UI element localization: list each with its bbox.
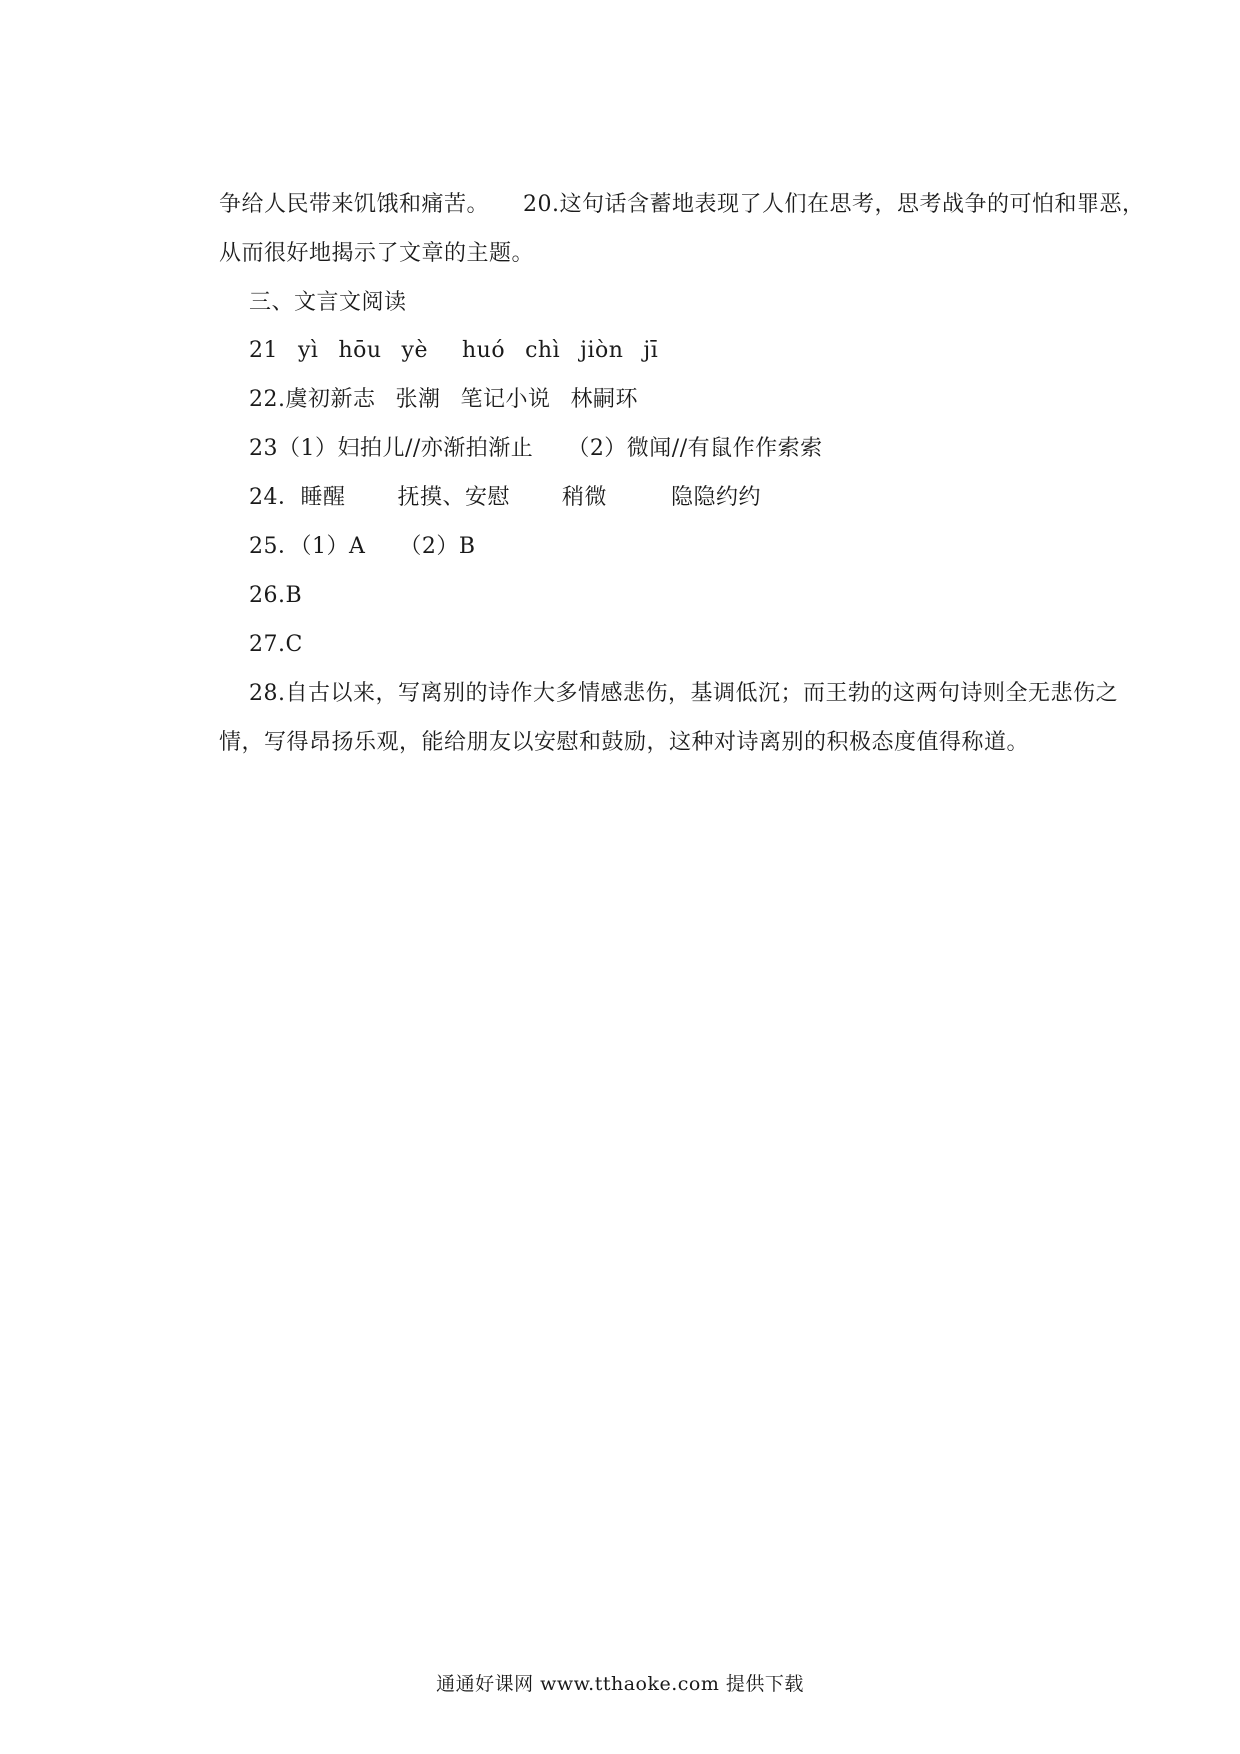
answer-28-text: 28.自古以来，写离别的诗作大多情感悲伤，基调低沉；而王勃的这两句诗则全无悲伤之 [248, 681, 1118, 706]
answer-24-b: 抚摸、安慰 [397, 485, 510, 510]
answer-22-b: 张潮 [395, 387, 441, 412]
answer-20: 20.这句话含蓄地表现了人们在思考，思考战争的可怕和罪恶， [523, 192, 1145, 217]
answer-22-c: 笔记小说 [460, 387, 551, 412]
pinyin-7: jī [643, 338, 659, 363]
answer-27-text: 27.C [248, 632, 303, 657]
answer-20-tail: 从而很好地揭示了文章的主题。 [218, 241, 534, 266]
pinyin-2: hōu [338, 338, 382, 363]
pinyin-4: huó [462, 338, 506, 363]
answer-22-a: 22.虞初新志 [248, 387, 376, 412]
page-footer [0, 1671, 1240, 1697]
answer-23-b: （2）微闻//有鼠作作索索 [567, 436, 823, 461]
answer-19-tail: 争给人民带来饥饿和痛苦。 [218, 192, 489, 217]
pinyin-5: chì [525, 338, 561, 363]
answer-28-tail: 情，写得昂扬乐观，能给朋友以安慰和鼓励，这种对诗离别的积极态度值得称道。 [218, 730, 1029, 755]
answer-22-d: 林嗣环 [570, 387, 639, 412]
pinyin-3: yè [401, 338, 428, 363]
answer-21-number: 21 [248, 338, 278, 363]
answer-24-d: 隐隐约约 [671, 485, 762, 510]
answer-26-text: 26.B [248, 583, 303, 608]
answer-25-a: 25．（1）A [248, 534, 366, 559]
answer-25-b: （2）B [399, 534, 476, 559]
pinyin-6: jiòn [580, 338, 624, 363]
footer-text: 通通好课网 www.tthaoke.com 提供下载 [436, 1673, 804, 1695]
section-heading-text: 三、文言文阅读 [248, 290, 407, 315]
answer-24-a: 24．睡醒 [248, 485, 346, 510]
answer-28-continued [189, 698, 1029, 788]
answer-23-a: 23（1）妇拍儿//亦渐拍渐止 [248, 436, 534, 461]
answer-24-c: 稍微 [562, 485, 608, 510]
pinyin-1: yì [297, 338, 319, 363]
